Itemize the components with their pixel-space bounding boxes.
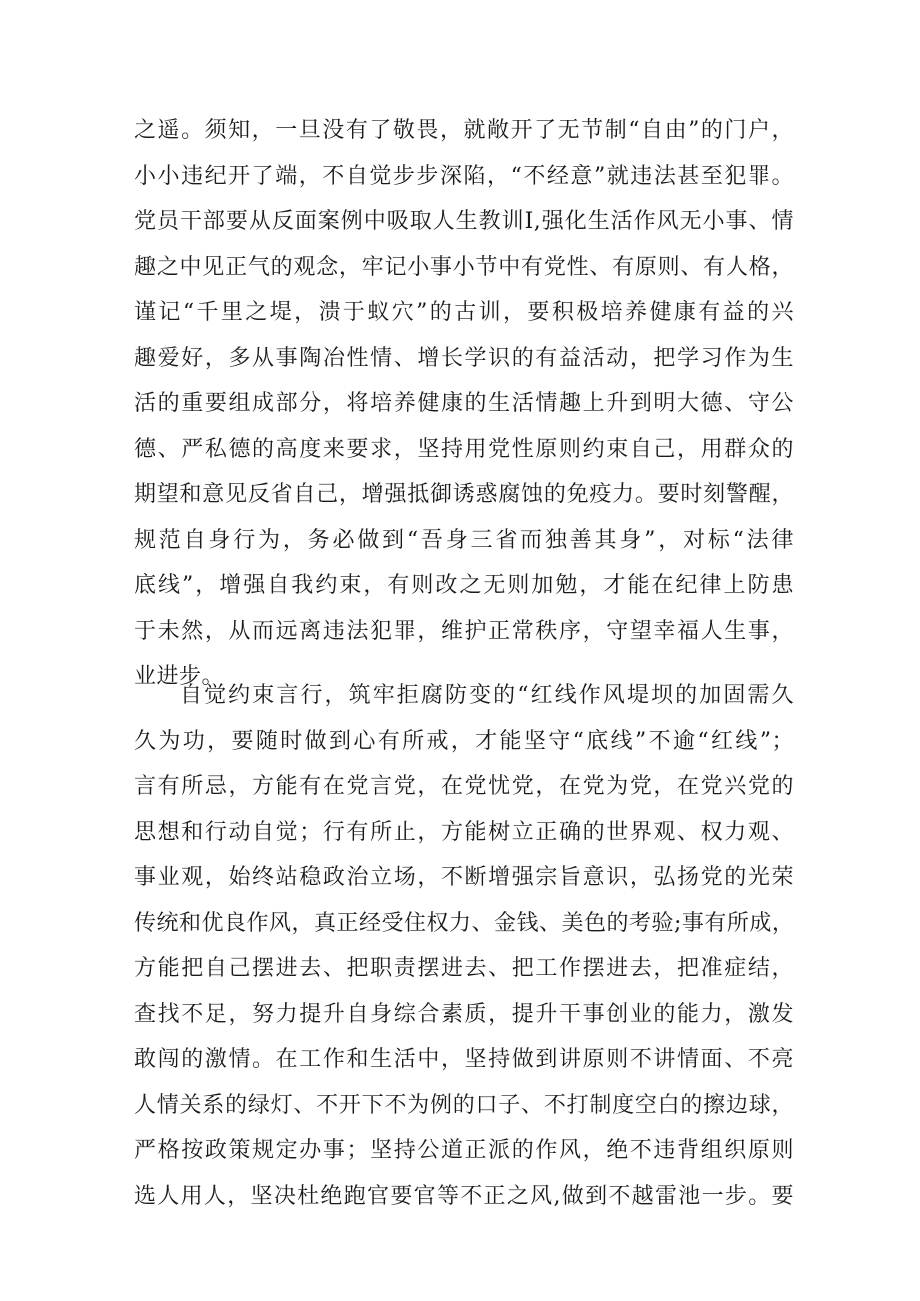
paragraph-line: 底线”，增强自我约束，有则改之无则加勉，才能在纪律上防患	[134, 573, 794, 598]
paragraph-line: 人情关系的绿灯、不开下不为例的口子、不打制度空白的擦边球，	[134, 1092, 794, 1118]
paragraph-line: 之遥。须知，一旦没有了敬畏，就敞开了无节制“自由”的门户，	[134, 118, 794, 143]
paragraph-line: 久为功，要随时做到心有所戒，才能坚守“底线”不逾“红线”；	[134, 728, 794, 754]
paragraph-line: 小小违纪开了端，不自觉步步深陷，“不经意”就违法甚至犯罪。	[134, 163, 794, 189]
paragraph-line: 活的重要组成部分，将培养健康的生活情趣上升到明大德、守公	[134, 391, 794, 416]
paragraph-line: 谨记“千里之堤，溃于蚁穴”的古训，要积极培养健康有益的兴	[134, 300, 794, 325]
paragraph-line: 严格按政策规定办事；坚持公道正派的作风，绝不违背组织原则	[134, 1138, 794, 1163]
paragraph-line: 敢闯的激情。在工作和生活中，坚持做到讲原则不讲情面、不亮	[134, 1047, 794, 1072]
paragraph-2	[134, 673, 794, 1219]
paragraph-1	[134, 108, 794, 700]
paragraph-line: 德、严私德的高度来要求，坚持用党性原则约束自己，用群众的	[134, 436, 794, 462]
paragraph-line: 自觉约束言行，筑牢拒腐防变的“红线作风堤坝的加固需久	[180, 683, 794, 708]
paragraph-line: 选人用人，坚决杜绝跑官要官等不正之风,做到不越雷池一步。要	[134, 1183, 794, 1209]
paragraph-line: 规范自身行为，务必做到“吾身三省而独善其身”，对标“法律	[134, 527, 794, 553]
paragraph-line: 业进步。	[134, 664, 225, 689]
paragraph-line: 思想和行动自觉；行有所止，方能树立正确的世界观、权力观、	[134, 819, 794, 845]
paragraph-line: 传统和优良作风，真正经受住权力、金钱、美色的考验;事有所成，	[134, 910, 794, 936]
paragraph-line: 趣爱好，多从事陶冶性情、增长学识的有益活动，把学习作为生	[134, 345, 794, 371]
paragraph-line: 事业观，始终站稳政治立场，不断增强宗旨意识，弘扬党的光荣	[134, 865, 794, 890]
paragraph-line: 查找不足，努力提升自身综合素质，提升干事创业的能力，激发	[134, 1001, 794, 1027]
paragraph-line: 党员干部要从反面案例中吸取人生教训I,强化生活作风无小事、情	[134, 209, 794, 234]
paragraph-line: 方能把自己摆进去、把职责摆进去、把工作摆进去，把准症结，	[134, 956, 794, 981]
paragraph-line: 趣之中见正气的观念，牢记小事小节中有党性、有原则、有人格，	[134, 254, 794, 280]
paragraph-line: 期望和意见反省自己，增强抵御诱惑腐蚀的免疫力。要时刻警醒，	[134, 482, 794, 507]
paragraph-line: 言有所忌，方能有在党言党，在党忧党，在党为党，在党兴党的	[134, 774, 794, 799]
paragraph-line: 于未然，从而远离违法犯罪，维护正常秩序，守望幸福人生事，	[134, 618, 794, 644]
